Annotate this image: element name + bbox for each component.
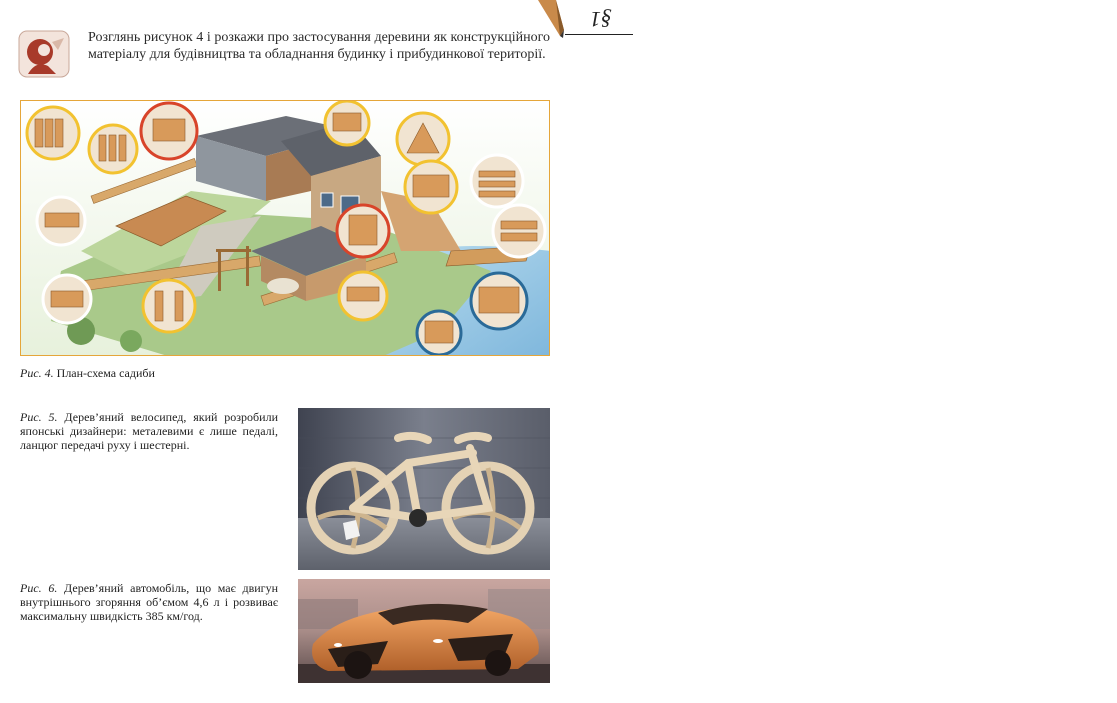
figure-wooden-car (298, 579, 550, 683)
figure-6-text: Дерев’яний автомобіль, що має двигун внутрішнього згоряння об’ємом 4,6 л і розвиває максимальну швидкість 385 км/год. (20, 581, 279, 623)
task-text: Розглянь рисунок 4 і розкажи про застосування деревини як конструкційного матеріалу для будівництва та обладнання будинку і прибудинкової території. (88, 30, 550, 62)
page-number: §1 (590, 7, 612, 32)
homestead-illustration (21, 101, 550, 356)
car-photo (298, 579, 550, 683)
discussion-icon (18, 30, 70, 78)
figure-4-caption (20, 366, 155, 381)
figure-homestead-plan (20, 100, 550, 356)
figure-4-text: План-схема садиби (56, 366, 155, 380)
figure-6-caption (20, 581, 278, 623)
figure-5-text: Дерев’яний велосипед, який розробили японські дизайнери: металевими є лише педалі, ланцюг передачі руху і шестерні. (20, 410, 278, 452)
header-rule (565, 34, 633, 35)
figure-wooden-bicycle (298, 408, 550, 570)
figure-5-caption (20, 410, 278, 452)
bicycle-photo (298, 408, 550, 570)
figure-6-label: Рис. 6. (20, 581, 58, 595)
figure-5-label: Рис. 5. (20, 410, 58, 424)
figure-4-label: Рис. 4. (20, 366, 54, 380)
